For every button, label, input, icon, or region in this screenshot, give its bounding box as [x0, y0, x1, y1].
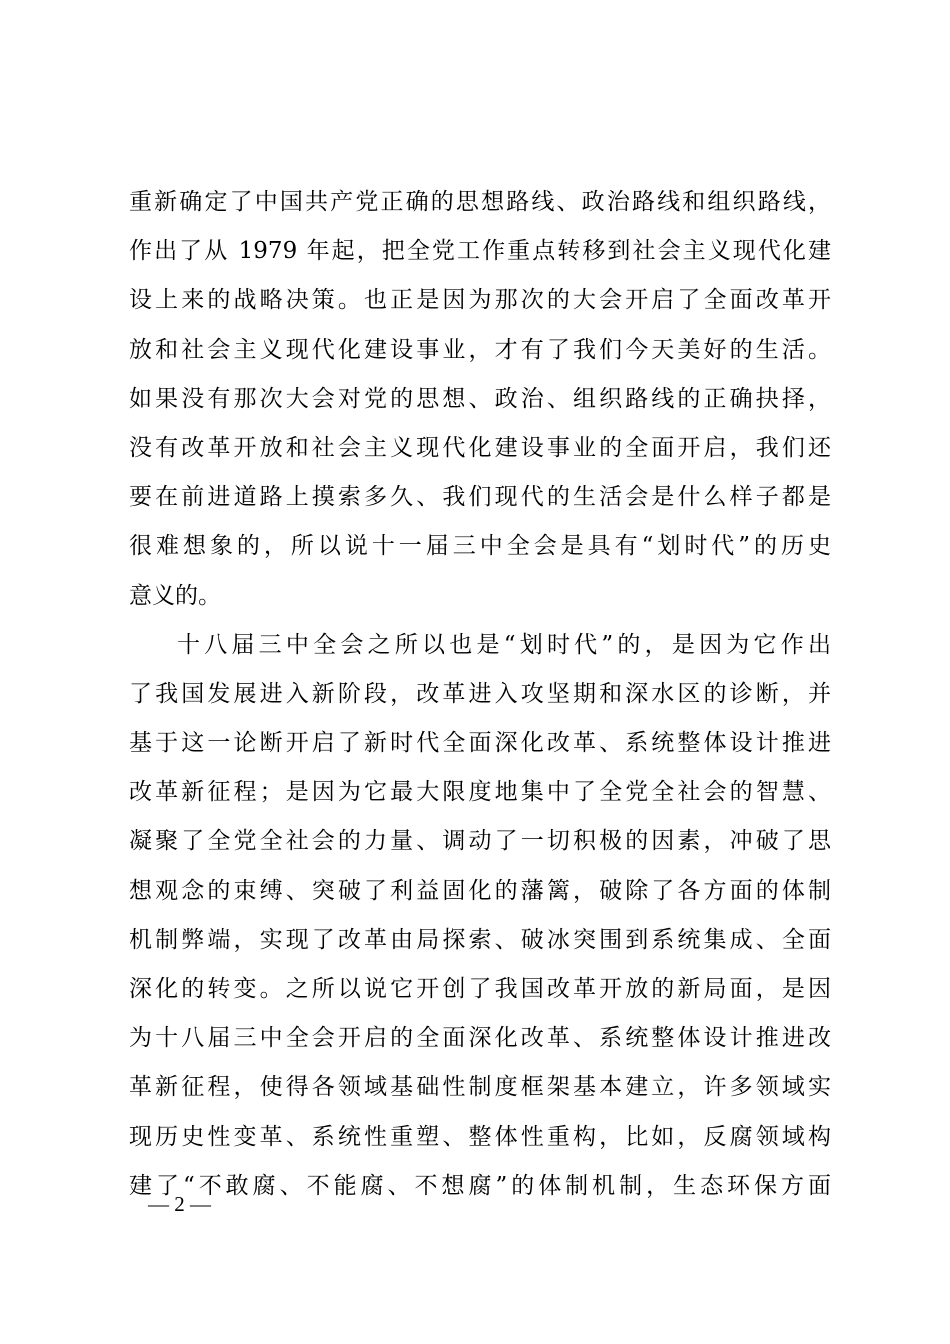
- text-line: 没有改革开放和社会主义现代化建设事业的全面开启，我们还: [129, 434, 831, 461]
- text-line: 意义的。: [129, 582, 221, 609]
- text-line: 建了“不敢腐、不能腐、不想腐”的体制机制，生态环保方面: [129, 1172, 831, 1199]
- text-line: 要在前进道路上摸索多久、我们现代的生活会是什么样子都是: [129, 484, 831, 511]
- text-line: 很难想象的，所以说十一届三中全会是具有“划时代”的历史: [129, 533, 831, 560]
- text-line: 深化的转变。之所以说它开创了我国改革开放的新局面，是因: [129, 976, 831, 1002]
- text-line: 革新征程，使得各领域基础性制度框架基本建立，许多领域实: [129, 1074, 831, 1101]
- body-text: [129, 178, 831, 1211]
- text-line: 机制弊端，实现了改革由局探索、破冰突围到系统集成、全面: [129, 926, 831, 953]
- paragraph-2: [129, 621, 831, 1211]
- text-line: 想观念的束缚、突破了利益固化的藩篱，破除了各方面的体制: [129, 877, 831, 904]
- text-line: 凝聚了全党全社会的力量、调动了一切积极的因素，冲破了思: [129, 828, 831, 855]
- text-line: 放和社会主义现代化建设事业，才有了我们今天美好的生活。: [129, 336, 831, 363]
- text-line: 重新确定了中国共产党正确的思想路线、政治路线和组织路线，: [129, 189, 831, 215]
- text-line: 基于这一论断开启了新时代全面深化改革、系统整体设计推进: [129, 730, 831, 757]
- page-number: — 2 —: [148, 1192, 211, 1216]
- text-line: 作出了从 1979 年起，把全党工作重点转移到社会主义现代化建: [129, 238, 831, 265]
- text-line: 十八届三中全会之所以也是“划时代”的，是因为它作出: [177, 631, 831, 658]
- text-line: 如果没有那次大会对党的思想、政治、组织路线的正确抉择，: [129, 385, 831, 412]
- text-line: 设上来的战略决策。也正是因为那次的大会开启了全面改革开: [129, 287, 831, 314]
- text-line: 了我国发展进入新阶段，改革进入攻坚期和深水区的诊断，并: [129, 680, 831, 707]
- text-line: 现历史性变革、系统性重塑、整体性重构，比如，反腐领域构: [129, 1123, 831, 1150]
- paragraph-1: [129, 178, 831, 621]
- text-line: 为十八届三中全会开启的全面深化改革、系统整体设计推进改: [129, 1025, 831, 1052]
- text-line: 改革新征程；是因为它最大限度地集中了全党全社会的智慧、: [129, 779, 831, 806]
